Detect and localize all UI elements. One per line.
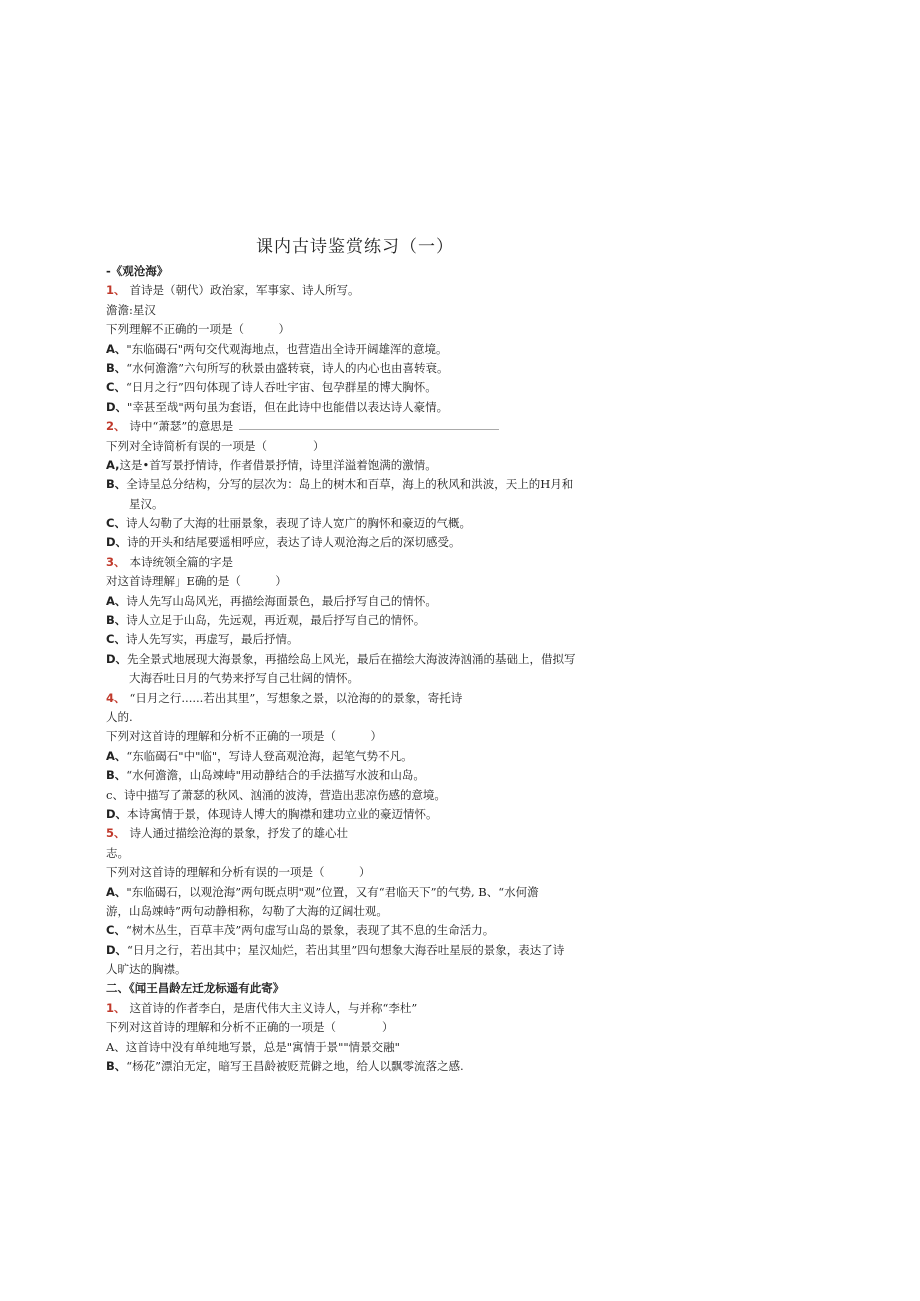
option-text: “水何澹澹，山岛竦峙"用动静结合的手法描写水波和山岛。 bbox=[126, 768, 425, 783]
option-text: "东临碣石，以观沧海”两句既点明"观”位置，又有“君临天下”的气势, B、“水何澹 bbox=[126, 884, 539, 899]
option-text: 诗的开头和结尾要遥相呼应，表达了诗人观沧海之后的深切感受。 bbox=[127, 535, 461, 550]
document-body bbox=[106, 262, 626, 1076]
option-letter: A、 bbox=[106, 748, 127, 763]
question-number: 5、 bbox=[106, 826, 126, 841]
option-letter: A, bbox=[106, 457, 120, 472]
option-text: 本诗寓情于景，体现诗人博大的胸襟和建功立业的豪迈情怀。 bbox=[127, 806, 438, 821]
question-number: 1、 bbox=[106, 283, 126, 298]
option-letter: D、 bbox=[106, 399, 128, 414]
option-letter: B、 bbox=[106, 477, 127, 492]
question-text: 首诗是（朝代）政治家，军事家、诗人所写。 bbox=[129, 283, 360, 298]
option-letter: B、 bbox=[106, 360, 127, 375]
option-letter: A、 bbox=[106, 593, 127, 608]
option-text: 全诗呈总分结构，分写的层次为：岛上的树木和百草，海上的秋风和洪波，天上的H月和 bbox=[126, 477, 574, 492]
option-text: 诗人先写山岛风光，再描绘海面景色，最后抒写自己的情怀。 bbox=[126, 593, 437, 608]
text-line: c、诗中描写了萧瑟的秋风、汹涌的波涛，营造出悲凉伤感的意境。 bbox=[106, 787, 446, 802]
page-title: 课内古诗鉴赏练习（一） bbox=[256, 237, 454, 257]
option-line bbox=[106, 340, 626, 359]
question-number: 1、 bbox=[106, 1000, 126, 1015]
option-line bbox=[106, 1057, 626, 1076]
option-text: “水何澹澹”六句所写的秋景由盛转衰，诗人的内心也由喜转衰。 bbox=[126, 360, 449, 375]
question-text: 本诗统领全篇的字是 bbox=[129, 554, 234, 569]
option-text: “树木丛生，百草丰茂”两句虚写山岛的景象，表现了其不息的生命活力。 bbox=[125, 923, 495, 938]
option-letter: A、 bbox=[106, 884, 127, 899]
option-text: 诗人立足于山岛，先远观，再近观，最后抒写自己的情怀。 bbox=[126, 613, 426, 628]
text-line: A、这首诗中没有单纯地写景，总是"寓情于景""情景交融" bbox=[106, 1039, 400, 1054]
option-letter: D、 bbox=[106, 942, 128, 957]
text-line: 下列对这首诗的理解和分析有误的一项是（ ） bbox=[106, 865, 371, 880]
question-line bbox=[106, 689, 626, 708]
option-text: 这是•首写景抒情诗，作者借景抒情，诗里洋溢着饱满的激情。 bbox=[119, 457, 437, 472]
option-line bbox=[106, 398, 626, 417]
option-letter: B、 bbox=[106, 768, 127, 783]
question-line bbox=[106, 824, 626, 843]
text-line: 下列对这首诗的理解和分析不正确的一项是（ ） bbox=[106, 729, 382, 744]
text-line: 对这首诗理解」E确的是（ ） bbox=[106, 574, 287, 589]
question-number: 4、 bbox=[106, 690, 126, 705]
option-line bbox=[106, 766, 626, 785]
text-line: 人的. bbox=[106, 709, 133, 724]
text-line: 志。 bbox=[106, 845, 129, 860]
option-letter: C、 bbox=[106, 632, 126, 647]
option-line bbox=[106, 650, 626, 669]
question-line bbox=[106, 417, 626, 436]
option-text: “日月之行”四句体现了诗人吞吐宇宙、包孕群星的博大胸怀。 bbox=[125, 380, 437, 395]
question-text: “日月之行......若出其里”，写想象之景，以沧海的的景象，寄托诗 bbox=[129, 690, 463, 705]
option-text: 诗人先写实，再虚写，最后抒情。 bbox=[125, 632, 299, 647]
question-number: 3、 bbox=[106, 554, 126, 569]
option-letter: C、 bbox=[106, 380, 126, 395]
option-letter: C、 bbox=[106, 923, 126, 938]
option-line bbox=[106, 883, 626, 902]
text-line: 人旷达的胸襟。 bbox=[106, 962, 187, 977]
text-line: 游，山岛竦峙”两句动静相称，勾勒了大海的辽阔壮观。 bbox=[106, 903, 388, 918]
option-letter: B、 bbox=[106, 613, 127, 628]
option-line bbox=[106, 475, 626, 494]
option-text: 诗人勾勒了大海的壮丽景象，表现了诗人宽广的胸怀和豪迈的气概。 bbox=[125, 516, 471, 531]
option-text: "东临碣石"两句交代观海地点，也营造出全诗开阔雄浑的意境。 bbox=[126, 341, 448, 356]
option-line bbox=[106, 359, 626, 378]
option-continuation: 星汉。 bbox=[129, 496, 164, 511]
text-line: 下列理解不正确的一项是（ ） bbox=[106, 322, 290, 337]
question-text: 这首诗的作者李白，是唐代伟大主义诗人，与并称“李杜” bbox=[129, 1000, 418, 1015]
option-letter: D、 bbox=[106, 535, 128, 550]
option-line bbox=[106, 941, 626, 960]
option-line bbox=[106, 378, 626, 397]
option-line bbox=[106, 533, 626, 552]
option-letter: C、 bbox=[106, 516, 126, 531]
option-letter: A、 bbox=[106, 341, 127, 356]
option-line bbox=[106, 805, 626, 824]
question-number: 2、 bbox=[106, 419, 126, 434]
option-line bbox=[106, 456, 626, 475]
option-line bbox=[106, 611, 626, 630]
text-line: 下列对全诗简析有误的一项是（ ） bbox=[106, 438, 325, 453]
option-line bbox=[106, 514, 626, 533]
option-line bbox=[106, 921, 626, 940]
text-line: 下列对这首诗的理解和分析不正确的一项是（ ） bbox=[106, 1020, 394, 1035]
section-heading: 二、《闻王昌龄左迁龙标遥有此寄》 bbox=[106, 981, 285, 996]
option-letter: D、 bbox=[106, 806, 128, 821]
question-line bbox=[106, 999, 626, 1018]
option-line bbox=[106, 592, 626, 611]
option-letter: B、 bbox=[106, 1059, 127, 1074]
option-letter: D、 bbox=[106, 651, 128, 666]
option-text: “日月之行，若出其中；星汉灿烂，若出其里”四句想象大海吞吐星辰的景象，表达了诗 bbox=[127, 942, 565, 957]
option-text: 先全景式地展现大海景象，再描绘岛上风光，最后在描绘大海波涛汹涌的基础上，借拟写 bbox=[127, 651, 576, 666]
question-text: 诗人通过描绘沧海的景象，抒发了的雄心壮 bbox=[129, 826, 349, 841]
question-line bbox=[106, 281, 626, 300]
option-line bbox=[106, 747, 626, 766]
option-text: “杨花”漂泊无定，暗写王昌龄被贬荒僻之地，给人以飘零流落之感. bbox=[126, 1059, 464, 1074]
option-line bbox=[106, 630, 626, 649]
option-text: “东临碣石"中"临"，写诗人登高观沧海，起笔气势不凡。 bbox=[126, 748, 413, 763]
question-line bbox=[106, 553, 626, 572]
option-text: "幸甚至哉"两句虽为套语，但在此诗中也能借以表达诗人豪情。 bbox=[127, 399, 449, 414]
answer-blank bbox=[239, 421, 499, 430]
option-continuation: 大海吞吐日月的气势来抒写自己壮阔的情怀。 bbox=[129, 671, 359, 686]
question-text: 诗中“萧瑟”的意思是 bbox=[129, 419, 234, 434]
section-heading: -《观沧海》 bbox=[106, 264, 169, 278]
text-line: 澹澹:星汉 bbox=[106, 302, 156, 317]
